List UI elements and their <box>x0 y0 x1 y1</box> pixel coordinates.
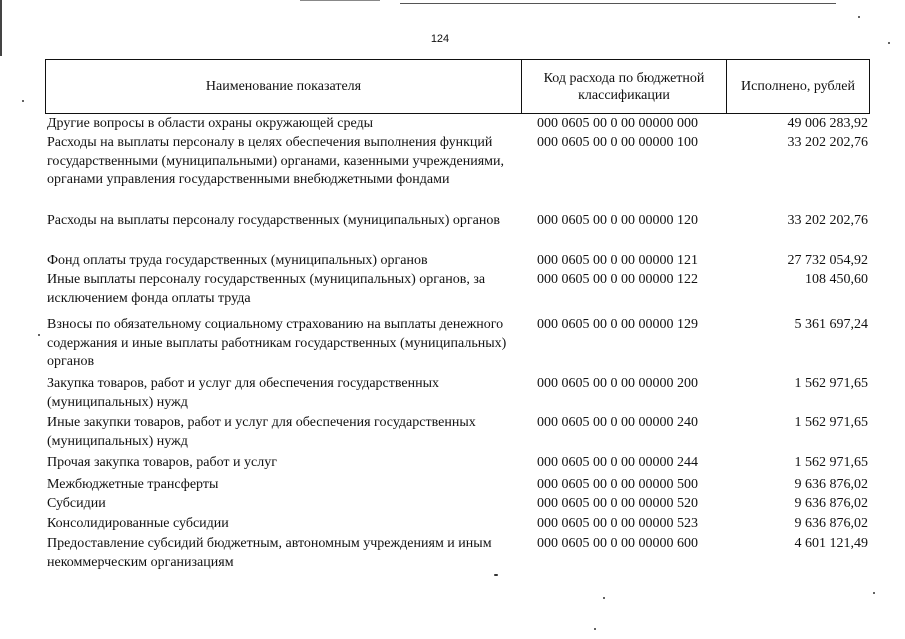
row-name: Взносы по обязательному социальному страхованию на выплаты денежного содержания и иные выплаты работникам государственных (муниципальных) органов <box>47 317 507 370</box>
scan-speck <box>873 592 875 594</box>
row-amount: 108 450,60 <box>805 272 868 287</box>
row-code: 000 0605 00 0 00 00000 121 <box>537 253 698 268</box>
row-code: 000 0605 00 0 00 00000 000 <box>537 116 698 131</box>
row-amount: 1 562 971,65 <box>794 455 868 470</box>
table-header <box>45 59 870 114</box>
row-code: 000 0605 00 0 00 00000 600 <box>537 536 698 551</box>
row-name: Межбюджетные трансферты <box>47 477 219 492</box>
scan-edge-top-faint <box>300 0 380 1</box>
scan-speck <box>603 597 605 599</box>
row-name: Субсидии <box>47 496 106 511</box>
row-name: Закупка товаров, работ и услуг для обеспечения государственных (муниципальных) нужд <box>47 376 440 410</box>
scan-edge-top <box>400 3 836 4</box>
row-code: 000 0605 00 0 00 00000 100 <box>537 135 698 150</box>
row-name: Другие вопросы в области охраны окружающей среды <box>47 116 373 131</box>
column-header-code: Код расхода по бюджетной классификации <box>522 60 727 113</box>
column-header-amount: Исполнено, рублей <box>741 79 855 94</box>
scan-speck <box>858 16 860 18</box>
row-code: 000 0605 00 0 00 00000 244 <box>537 455 698 470</box>
page-number: 124 <box>430 33 450 45</box>
row-code: 000 0605 00 0 00 00000 122 <box>537 272 698 287</box>
row-code: 000 0605 00 0 00 00000 523 <box>537 516 698 531</box>
row-code: 000 0605 00 0 00 00000 240 <box>537 415 698 430</box>
row-amount: 49 006 283,92 <box>787 116 868 131</box>
scan-speck <box>888 42 890 44</box>
row-amount: 33 202 202,76 <box>787 213 868 228</box>
row-name: Фонд оплаты труда государственных (муниципальных) органов <box>47 253 428 268</box>
column-header-name: Наименование показателя <box>46 60 522 113</box>
scan-speck <box>494 574 498 576</box>
scan-speck <box>594 628 596 630</box>
row-name: Иные выплаты персоналу государственных (муниципальных) органов, за исключением фонда оплаты труда <box>47 272 486 306</box>
row-amount: 33 202 202,76 <box>787 135 868 150</box>
row-name: Консолидированные субсидии <box>47 516 229 531</box>
row-amount: 1 562 971,65 <box>794 376 868 391</box>
row-amount: 4 601 121,49 <box>794 536 868 551</box>
scan-edge-left <box>0 0 2 56</box>
row-name: Предоставление субсидий бюджетным, автономным учреждениям и иным некоммерческим организациям <box>47 536 492 570</box>
row-amount: 9 636 876,02 <box>794 477 868 492</box>
row-code: 000 0605 00 0 00 00000 200 <box>537 376 698 391</box>
scan-speck <box>38 334 40 336</box>
row-amount: 9 636 876,02 <box>794 496 868 511</box>
row-code: 000 0605 00 0 00 00000 120 <box>537 213 698 228</box>
row-amount: 27 732 054,92 <box>787 253 868 268</box>
row-name: Расходы на выплаты персоналу в целях обеспечения выполнения функций государственными (муниципальными) органами, казенными учреждениями, органами управления государственными внебюджетными фондами <box>47 135 504 188</box>
row-name: Расходы на выплаты персоналу государственных (муниципальных) органов <box>47 213 500 228</box>
scan-speck <box>22 100 24 102</box>
row-code: 000 0605 00 0 00 00000 129 <box>537 317 698 332</box>
row-amount: 1 562 971,65 <box>794 415 868 430</box>
row-name: Иные закупки товаров, работ и услуг для обеспечения государственных (муниципальных) нужд <box>47 415 476 449</box>
row-amount: 9 636 876,02 <box>794 516 868 531</box>
row-code: 000 0605 00 0 00 00000 520 <box>537 496 698 511</box>
row-amount: 5 361 697,24 <box>794 317 868 332</box>
row-code: 000 0605 00 0 00 00000 500 <box>537 477 698 492</box>
row-name: Прочая закупка товаров, работ и услуг <box>47 455 277 470</box>
